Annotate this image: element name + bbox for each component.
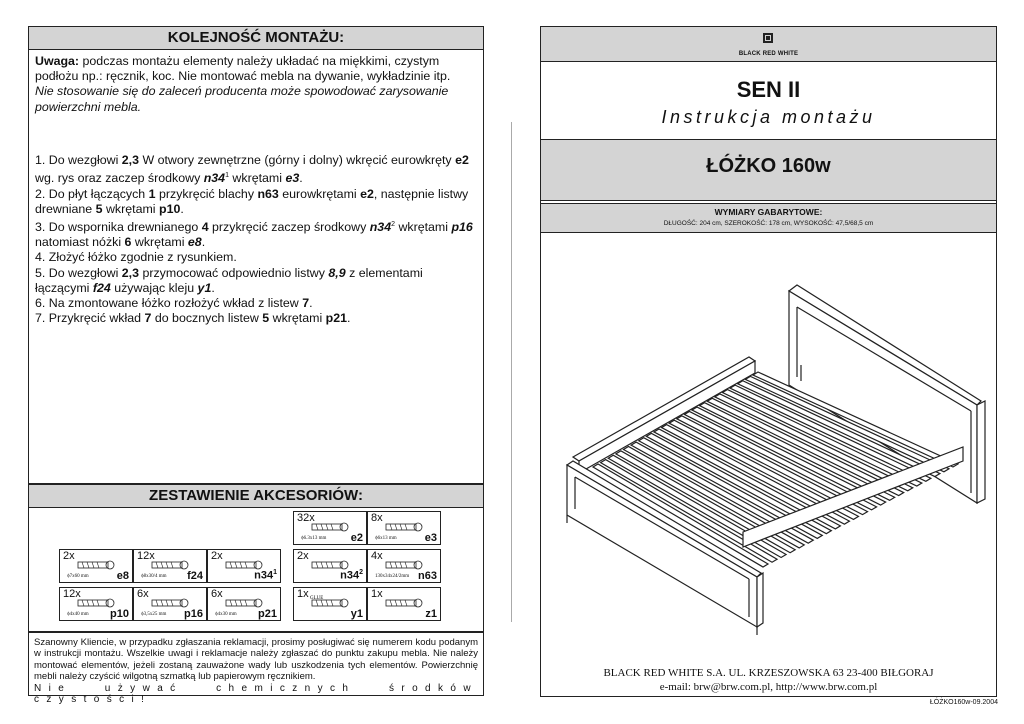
accessory-dimension: 130x34x24/2mm — [375, 574, 410, 579]
accessory-y1 — [293, 587, 367, 621]
step-7: 7. Przykręcić wkład 7 do bocznych listew 5 wkrętami p21. — [35, 311, 351, 326]
customer-notice — [28, 632, 484, 706]
accessory-f24 — [133, 549, 207, 583]
accessories-header: ZESTAWIENIE AKCESORIÓW: — [29, 485, 483, 508]
accessory-qty: 2x — [63, 550, 75, 562]
accessory-n63 — [367, 549, 441, 583]
accessory-code: z1 — [425, 608, 437, 620]
brw-logo-icon — [763, 33, 773, 43]
accessory-dimension: ϕ8x30/4 mm — [141, 574, 167, 579]
warning-text — [35, 54, 477, 115]
accessory-p10 — [59, 587, 133, 621]
accessory-code: $n34^1$ — [254, 569, 277, 582]
accessory-n34-1 — [207, 549, 281, 583]
accessory-qty: 6x — [137, 588, 149, 600]
assembly-order-header: KOLEJNOŚĆ MONTAŻU: — [29, 27, 483, 50]
product-series-title: SEN II — [736, 77, 801, 102]
accessory-dimension: ϕ4x40 mm — [67, 612, 89, 617]
accessory-code: y1 — [350, 608, 363, 620]
accessory-code: e8 — [116, 570, 129, 582]
accessory-qty: 6x — [211, 588, 223, 600]
notice-warning: Nie używać chemicznych środków czystości! — [34, 682, 478, 706]
accessory-dimension: ϕ6.3x13 mm — [301, 536, 327, 541]
warning-label: Uwaga: — [35, 54, 80, 68]
dimensions-title: WYMIARY GABARYTOWE: — [714, 207, 823, 217]
hardware-icon — [308, 518, 354, 538]
accessory-e2 — [293, 511, 367, 545]
accessory-code: p10 — [110, 608, 129, 620]
hardware-icon — [382, 594, 428, 614]
accessory-z1 — [367, 587, 441, 621]
accessory-e3 — [367, 511, 441, 545]
step-1: 1. Do wezgłowi 2,3 W otwory zewnętrzne (górny i dolny) wkręcić eurowkręty e2 wg. rys oraz zaczep środkowy $n34^1$ wkrętami e3. — [35, 153, 469, 186]
fold-line — [511, 122, 512, 622]
accessory-code: e3 — [424, 532, 437, 544]
accessory-qty: 4x — [371, 550, 383, 562]
accessory-dimension: ϕ4x30 mm — [215, 612, 237, 617]
accessory-n34-2 — [293, 549, 367, 583]
accessory-dimension: ϕ3,5x25 mm — [141, 612, 167, 617]
bed-illustration — [553, 277, 993, 647]
accessories-panel — [28, 484, 484, 632]
step-4: 4. Złożyć łóżko zgodnie z rysunkiem. — [35, 250, 237, 265]
title-panel — [540, 26, 997, 697]
step-3: 3. Do wspornika drewnianego 4 przykręcić zaczep środkowy $n34^2$ wkrętami p16 natomiast nóżki 6 wkrętami e8. — [35, 220, 473, 250]
company-contact: e-mail: brw@brw.com.pl, http://www.brw.com.pl — [659, 681, 878, 693]
svg-text:GLUE: GLUE — [310, 596, 324, 601]
step-5: 5. Do wezgłowi 2,3 przymocować odpowiednio listwy 8,9 z elementami łączącymi f24 używając kleju y1. — [35, 265, 423, 295]
accessory-code: p21 — [258, 608, 277, 620]
accessory-qty: 2x — [297, 550, 309, 562]
accessory-dimension: ϕ6x13 mm — [375, 536, 397, 541]
warning-body: podczas montażu elementy należy układać na miękkimi, czystym podłożu np.: ręcznik, koc. Nie montować mebla na dywanie, wykładzinie itp. — [35, 54, 451, 84]
product-name: ŁÓŻKO 160w — [706, 155, 831, 177]
instruction-subtitle: Instrukcja montażu — [661, 107, 876, 127]
hardware-icon — [308, 594, 354, 614]
accessory-code: n63 — [418, 570, 437, 582]
brand-header — [541, 27, 996, 62]
brand-name: BLACK RED WHITE — [738, 51, 799, 57]
accessory-dimension: ϕ7x60 mm — [67, 574, 89, 579]
accessory-code: e2 — [350, 532, 363, 544]
accessory-code: p16 — [184, 608, 203, 620]
company-address: BLACK RED WHITE S.A. UL. KRZESZOWSKA 63 23-400 BIŁGORAJ — [603, 667, 934, 679]
accessory-qty: 1x — [297, 588, 309, 600]
step-6: 6. Na zmontowane łóżko rozłożyć wkład z listew 7. — [35, 296, 313, 311]
warning-italic: Nie stosowanie się do zaleceń producenta może spowodować zarysowanie powierzchni mebla. — [35, 84, 449, 114]
accessory-qty: 2x — [211, 550, 223, 562]
accessory-p21 — [207, 587, 281, 621]
assembly-order-panel — [28, 26, 484, 484]
hardware-icon — [74, 556, 120, 576]
document-id: ŁÓŻKO160w-09.2004 — [929, 699, 998, 706]
accessory-qty: 12x — [63, 588, 81, 600]
accessory-qty: 8x — [371, 512, 383, 524]
hardware-icon — [382, 518, 428, 538]
accessory-p16 — [133, 587, 207, 621]
accessory-qty: 32x — [297, 512, 315, 524]
accessory-code: $n34^2$ — [340, 569, 363, 582]
accessory-qty: 12x — [137, 550, 155, 562]
dimensions-values: DŁUGOŚĆ: 204 cm, SZEROKOŚĆ: 178 cm, WYSOKOŚĆ: 47,5/68,5 cm — [663, 220, 874, 227]
assembly-steps — [35, 153, 477, 326]
accessory-code: f24 — [187, 570, 203, 582]
notice-text: Szanowny Kliencie, w przypadku zgłaszania reklamacji, prosimy posługiwać się numerem kodu podanym w instrukcji montażu. Wszelkie uwagi i reklamacje należy zgłaszać do punktu zakupu mebla. Nie należy montować elementów, jeżeli zostaną zauważone wady lub uszkodzenia tych elementów. Powierzchnię mebli należy czyścić wilgotną szmatką lub papierowym ręcznikiem. — [34, 637, 478, 683]
accessory-qty: 1x — [371, 588, 383, 600]
step-2: 2. Do płyt łączących 1 przykręcić blachy n63 eurowkrętami e2, następnie listwy drewniane 5 wkrętami p10. — [35, 186, 469, 216]
accessory-e8 — [59, 549, 133, 583]
